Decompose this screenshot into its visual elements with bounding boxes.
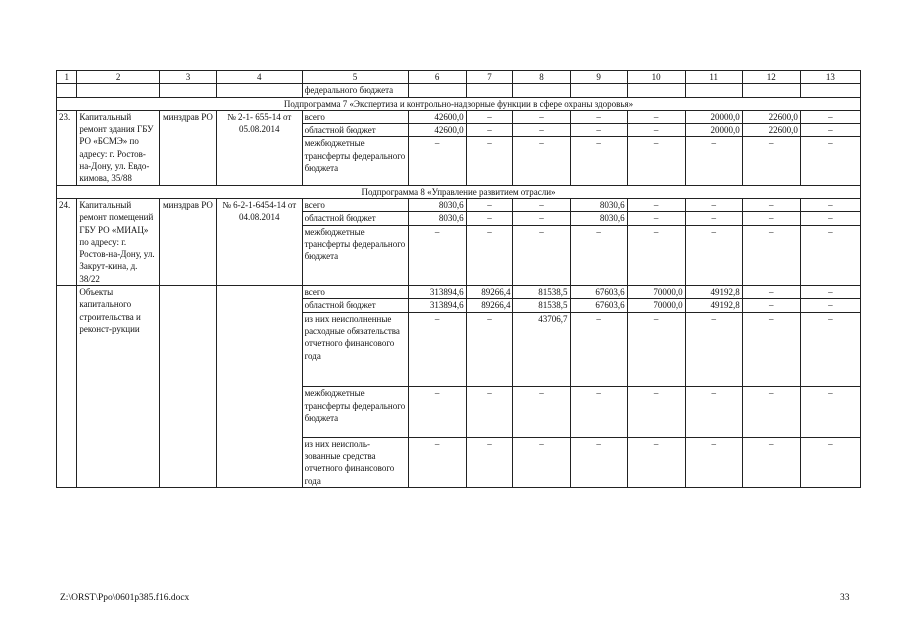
value-cell: – [539,199,544,210]
value-cell: 8030,6 [599,199,625,210]
value-cell: – [571,123,627,136]
executor: минздрав РО [159,198,216,285]
col-header: 9 [570,71,627,84]
value-cell: – [487,199,492,210]
subprogram-title: Подпрограмма 8 «Управление развитием отрасли» [57,185,861,198]
col-header: 4 [216,71,302,84]
header-row [57,71,861,84]
value-cell: 43706,7 [513,312,569,387]
value-cell: – [828,287,833,298]
value-cell: – [801,312,860,387]
value-cell: – [743,312,800,387]
value-cell: – [801,298,860,311]
value-cell: – [628,136,685,149]
document-ref: № 2-1- 655-14 от 05.08.2014 [216,110,302,185]
value-cell: – [487,111,492,122]
table-row [57,198,861,285]
value-cell: – [571,312,627,387]
row-number: 24. [57,198,77,285]
value-cell: – [743,211,800,224]
source-label: всего [304,287,325,298]
object-name: Капитальный ремонт помещений ГБУ РО «МИАЦ» по адресу: г. Ростов-на-Дону, ул. Закрут-кина, д. 38/22 [77,198,160,285]
value-cell: – [743,437,800,450]
subprogram-row [57,185,861,198]
col-header: 12 [742,71,800,84]
value-cell: – [801,386,860,436]
value-cell: – [628,386,685,436]
value-cell: 70000,0 [628,298,685,311]
col-header: 11 [685,71,742,84]
col-header: 6 [408,71,466,84]
total-row [57,286,861,488]
source-label: всего [304,199,325,210]
source-label: областной бюджет [303,298,408,311]
col-header: 5 [302,71,408,84]
value-cell: 70000,0 [653,287,683,298]
value-cell: – [409,136,466,149]
value-cell: 313894,6 [409,298,466,311]
value-cell: – [711,199,716,210]
value-cell: – [743,298,800,311]
source-label: областной бюджет [303,211,408,224]
value-cell: – [539,111,544,122]
col-header: 3 [159,71,216,84]
value-cell: – [409,386,466,436]
value-cell: 67603,6 [595,287,625,298]
value-cell: – [513,225,569,238]
value-cell: – [743,386,800,436]
row-number: 23. [57,110,77,185]
value-cell: – [571,437,627,450]
value-cell: – [571,136,627,149]
source-label: областной бюджет [303,123,408,136]
source-label: из них неисполненные расходные обязательства отчетного финансового года [303,312,408,387]
page-number: 33 [840,593,850,603]
document-ref: № 6-2-1-6454-14 от 04.08.2014 [216,198,302,285]
value-cell: – [409,312,466,387]
value-cell: – [513,211,569,224]
value-cell: – [467,437,513,450]
value-cell: 49192,8 [686,298,742,311]
value-cell: 81538,5 [538,287,568,298]
col-header: 1 [57,71,77,84]
col-header: 2 [77,71,160,84]
value-cell: – [467,211,513,224]
value-cell: 8030,6 [571,211,627,224]
value-cell: – [628,312,685,387]
value-cell: – [409,437,466,450]
object-name: Капитальный ремонт здания ГБУ РО «БСМЭ» по адресу: г. Ростов-на-Дону, ул. Евдо-кимова, 35/88 [77,110,160,185]
value-cell: – [686,312,742,387]
value-cell: 8030,6 [438,199,464,210]
source-cell: федерального бюджета [302,84,408,97]
value-cell: 8030,6 [409,211,466,224]
value-cell: – [571,386,627,436]
value-cell: – [801,437,860,450]
value-cell: 313894,6 [429,287,464,298]
value-cell: – [513,136,569,149]
value-cell: – [686,437,742,450]
executor: минздрав РО [159,110,216,185]
value-cell: – [596,111,601,122]
value-cell: – [686,136,742,149]
value-cell: – [769,287,774,298]
value-cell: – [686,386,742,436]
subprogram-title: Подпрограмма 7 «Экспертиза и контрольно-надзорные функции в сфере охраны здоровья» [57,97,861,110]
col-header: 8 [513,71,570,84]
value-cell: – [801,136,860,149]
source-label: всего [304,111,325,122]
col-header: 13 [800,71,860,84]
value-cell: – [409,225,466,238]
budget-table [56,70,861,488]
table-row [57,110,861,185]
value-cell: – [801,225,860,238]
value-cell: – [513,123,569,136]
value-cell: – [571,225,627,238]
value-cell: 20000,0 [710,111,740,122]
value-cell: – [828,111,833,122]
source-label: межбюджетные трансферты федерального бюджета [303,225,408,263]
value-cell: – [653,111,659,122]
value-cell: – [513,386,569,436]
value-cell: – [467,123,513,136]
value-cell: 42600,0 [434,111,464,122]
value-cell: – [467,312,513,387]
footer-file-path: Z:\ORST\Ppo\0601p385.f16.docx [60,593,190,603]
value-cell: 89266,4 [481,287,511,298]
value-cell: – [628,123,685,136]
value-cell: – [828,199,833,210]
value-cell: 67603,6 [571,298,627,311]
col-header: 10 [627,71,685,84]
object-name: Объекты капитального строительства и реконст-рукции [77,286,160,488]
value-cell: – [686,225,742,238]
value-cell: – [743,136,800,149]
value-cell: 81538,5 [513,298,569,311]
value-cell: – [628,211,685,224]
source-label: из них неисполь-зованные средства отчетного финансового года [303,437,408,487]
value-cell: 42600,0 [409,123,466,136]
value-cell: 49192,8 [710,287,740,298]
value-cell: – [467,225,513,238]
table-row [57,84,861,97]
value-cell: 22600,0 [768,111,798,122]
value-cell: 22600,0 [743,123,800,136]
value-cell: – [653,199,659,210]
value-cell: – [467,386,513,436]
value-cell: 20000,0 [686,123,742,136]
source-label: межбюджетные трансферты федерального бюджета [303,386,408,436]
value-cell: – [743,225,800,238]
value-cell: – [467,136,513,149]
value-cell: – [769,199,774,210]
col-header: 7 [466,71,513,84]
source-label: межбюджетные трансферты федерального бюджета [303,136,408,174]
value-cell: 89266,4 [467,298,513,311]
value-cell: – [628,225,685,238]
value-cell: – [801,123,860,136]
value-cell: – [686,211,742,224]
value-cell: – [513,437,569,450]
subprogram-row [57,97,861,110]
value-cell: – [628,437,685,450]
value-cell: – [801,211,860,224]
